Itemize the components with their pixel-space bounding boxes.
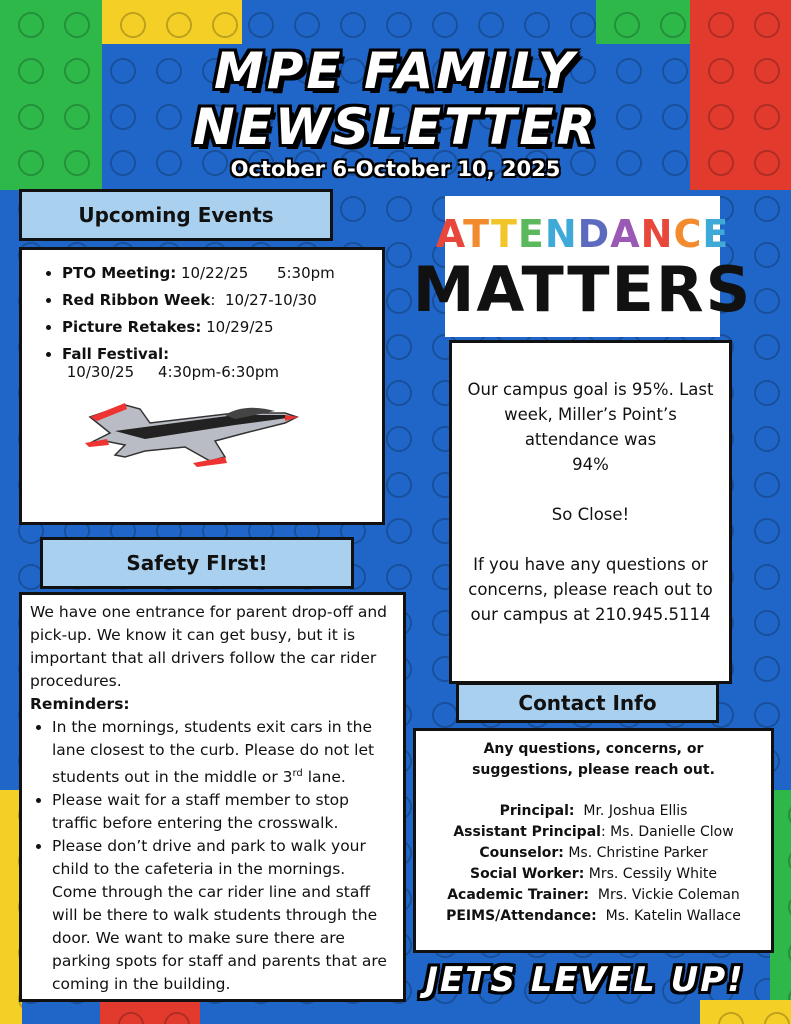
attendance-percent: 94% <box>572 455 609 474</box>
upcoming-events-heading: Upcoming Events <box>19 189 333 241</box>
list-item: • Please wait for a staff member to stop traffic before entering the crosswalk. <box>52 789 395 835</box>
list-item: • In the mornings, students exit cars in the lane closest to the curb. Please do not let students out in the middle or 3rd lane. <box>52 716 395 789</box>
matters-logo-word: MATTERS <box>412 252 753 326</box>
logo-letter: N <box>640 211 674 256</box>
newsletter-title-line1: MPE FAMILY <box>213 42 577 100</box>
contact-row: Principal: Mr. Joshua Ellis <box>499 803 688 819</box>
logo-letter: E <box>517 211 545 256</box>
list-item: • PTO Meeting: 10/22/25 5:30pm <box>62 264 382 282</box>
list-item: • Red Ribbon Week: 10/27-10/30 <box>62 291 382 309</box>
jets-level-up-slogan: JETS LEVEL UP! <box>425 960 745 1000</box>
red-brick <box>100 1000 200 1024</box>
reminders-label: Reminders: <box>30 695 130 713</box>
logo-letter: C <box>673 211 703 256</box>
logo-letter: D <box>577 211 611 256</box>
contact-row: PEIMS/Attendance: Ms. Katelin Wallace <box>446 908 741 924</box>
attendance-matters-logo <box>412 196 753 337</box>
logo-letter: E <box>702 211 730 256</box>
yellow-brick <box>102 0 242 44</box>
yellow-brick <box>700 1000 791 1024</box>
attendance-so-close: So Close! <box>551 505 630 524</box>
logo-letter: T <box>490 211 518 256</box>
contact-row: Counselor: Ms. Christine Parker <box>479 845 708 861</box>
safety-heading: Safety FIrst! <box>40 537 354 589</box>
list-item: • Fall Festival: 10/30/25 4:30pm-6:30pm <box>62 345 382 381</box>
contact-box <box>413 728 774 953</box>
logo-letter: A <box>435 211 464 256</box>
attendance-goal-text: Our campus goal is 95%. Last week, Miller’s Point’s attendance was <box>467 380 714 449</box>
contact-intro: Any questions, concerns, or suggestions, please reach out. <box>472 741 715 778</box>
newsletter-title-line2: NEWSLETTER <box>192 98 599 156</box>
attendance-box <box>449 340 732 684</box>
contact-heading: Contact Info <box>456 682 719 723</box>
upcoming-events-box <box>19 247 385 525</box>
attendance-logo-word <box>436 211 730 257</box>
contact-row: Assistant Principal: Ms. Danielle Clow <box>453 824 734 840</box>
safety-intro: We have one entrance for parent drop-off and pick-up. We know it can get busy, but it is important that all drivers follow the car rider procedures. <box>30 603 388 690</box>
fighter-jet-icon <box>85 395 300 475</box>
contact-row: Social Worker: Mrs. Cessily White <box>469 866 717 882</box>
logo-letter: N <box>544 211 578 256</box>
safety-box <box>19 592 406 1002</box>
logo-letter: T <box>463 211 491 256</box>
logo-letter: A <box>610 211 641 256</box>
list-item: • Picture Retakes: 10/29/25 <box>62 318 382 336</box>
green-brick <box>596 0 690 44</box>
attendance-contact-text: If you have any questions or concerns, please reach out to our campus at 210.945.5114 <box>468 555 713 624</box>
contact-row: Academic Trainer: Mrs. Vickie Coleman <box>447 887 740 903</box>
list-item: • Please don’t drive and park to walk your child to the cafeteria in the mornings. Come through the car rider line and staff will be there to walk students through the door. We want to make sure there are parking spots for staff and parents that are coming in the building. <box>52 835 395 996</box>
newsletter-dates: October 6-October 10, 2025 <box>230 157 561 181</box>
